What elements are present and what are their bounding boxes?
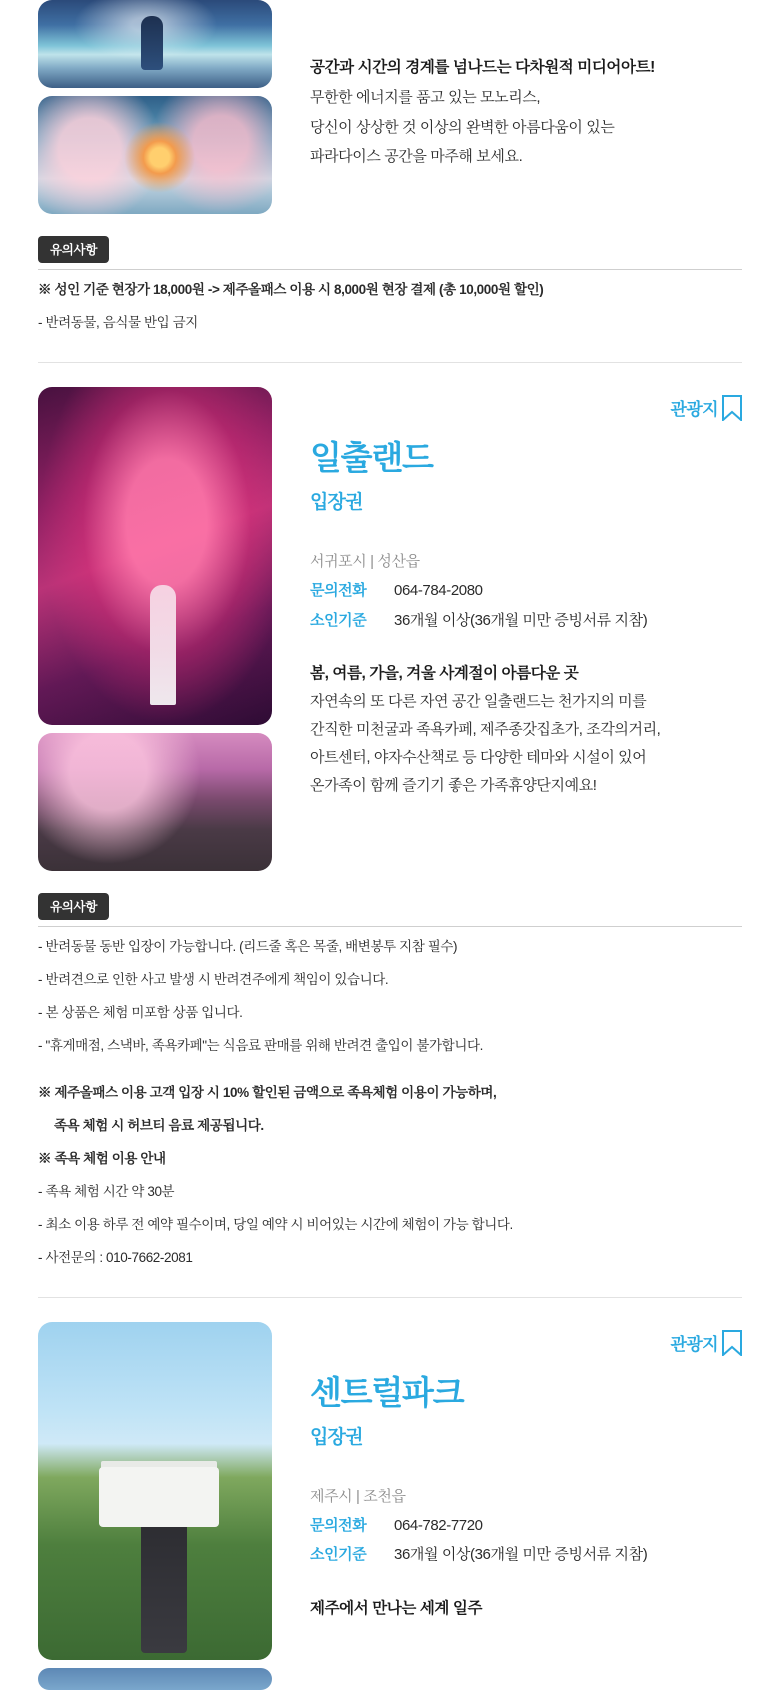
notice-line: - 최소 이용 하루 전 예약 필수이며, 당일 예약 시 비어있는 시간에 체험이 가능 합니다. (38, 1216, 513, 1232)
product-child-row (310, 606, 742, 635)
notice-block (0, 236, 780, 336)
blurb-line: 간직한 미천굴과 족욕카페, 제주종갓집초가, 조각의거리, (310, 721, 661, 739)
bookmark-icon (722, 1330, 742, 1356)
section-divider (38, 1297, 742, 1298)
product-title: 일출랜드 (310, 438, 433, 476)
product-info (272, 387, 742, 871)
product-meta (310, 548, 742, 635)
notice-block (0, 893, 780, 1271)
description-line: 파라다이스 공간을 마주해 보세요. (310, 148, 523, 166)
photo-figure (141, 1503, 187, 1653)
product-subtitle: 입장권 (310, 1426, 363, 1448)
blurb-line: 온가족이 함께 즐기기 좋은 가족휴양단지예요! (310, 776, 597, 794)
product-photo (38, 1668, 272, 1690)
product-meta (310, 1483, 742, 1570)
child-value: 36개월 이상(36개월 미만 증빙서류 지참) (394, 611, 648, 629)
product-blurb (310, 661, 742, 799)
product-child-row (310, 1540, 742, 1569)
child-value: 36개월 이상(36개월 미만 증빙서류 지참) (394, 1546, 648, 1564)
product-info (272, 1322, 742, 1690)
product-photo (38, 387, 272, 725)
media-art-card (0, 0, 780, 214)
phone-label: 문의전화 (310, 1517, 367, 1535)
notice-line: - 반려견으로 인한 사고 발생 시 반려견주에게 책임이 있습니다. (38, 971, 389, 987)
notice-highlight-line: ※ 족욕 체험 이용 안내 (38, 1150, 166, 1166)
product-photo (38, 733, 272, 871)
notice-line: - "휴게매점, 스낵바, 족욕카페"는 식음료 판매를 위해 반려견 출입이 불가합니다. (38, 1037, 483, 1053)
product-photo (38, 1322, 272, 1660)
bookmark-icon (722, 395, 742, 421)
blurb-line: 아트센터, 야자수산책로 등 다양한 테마와 시설이 있어 (310, 748, 647, 766)
product-location: 서귀포시 | 성산읍 (310, 552, 420, 570)
phone-value[interactable]: 064-782-7720 (394, 1517, 483, 1535)
product-title: 센트럴파크 (310, 1373, 464, 1411)
notice-tag: 유의사항 (38, 236, 109, 263)
product-location: 제주시 | 조천읍 (310, 1487, 406, 1505)
notice-spacer (38, 1059, 742, 1073)
blurb-title: 제주에서 만나는 세계 일주 (310, 1599, 483, 1617)
blurb-title: 봄, 여름, 가을, 겨울 사계절이 아름다운 곳 (310, 664, 579, 682)
notice-line: - 사전문의 : 010-7662-2081 (38, 1249, 193, 1265)
category-badge (671, 1330, 742, 1356)
notice-line: - 반려동물 동반 입장이 가능합니다. (리드줄 혹은 목줄, 배변봉투 지참 필수) (38, 938, 458, 954)
notice-divider (38, 926, 742, 927)
notice-line: - 족욕 체험 시간 약 30분 (38, 1183, 175, 1199)
photo-column (38, 0, 272, 214)
notice-divider (38, 269, 742, 270)
notice-line: ※ 성인 기준 현장가 18,000원 -> 제주올패스 이용 시 8,000원 현장 결제 (총 10,000원 할인) (38, 282, 544, 297)
child-label: 소인기준 (310, 1546, 367, 1564)
description-line: 당신이 상상한 것 이상의 완벽한 아름다움이 있는 (310, 118, 615, 136)
product-photo (38, 96, 272, 214)
product-photo (38, 0, 272, 88)
photo-column (38, 387, 272, 871)
product-phone-row (310, 576, 742, 605)
notice-line: - 반려동물, 음식물 반입 금지 (38, 314, 198, 330)
phone-value[interactable]: 064-784-2080 (394, 582, 483, 600)
description-title: 공간과 시간의 경계를 넘나드는 다차원적 미디어아트! (310, 59, 655, 76)
product-card-ilchulland[interactable] (0, 387, 780, 871)
photo-column (38, 1322, 272, 1690)
description-line: 무한한 에너지를 품고 있는 모노리스, (310, 88, 541, 106)
product-phone-row (310, 1511, 742, 1540)
blurb-line: 자연속의 또 다른 자연 공간 일출랜드는 천가지의 미를 (310, 693, 647, 711)
category-badge-label: 관광지 (670, 1335, 718, 1355)
product-card-centralpark[interactable] (0, 1322, 780, 1690)
category-badge-label: 관광지 (670, 400, 718, 420)
product-subtitle: 입장권 (310, 491, 363, 513)
product-blurb (310, 1596, 742, 1622)
notice-highlight-line: 족욕 체험 시 허브티 음료 제공됩니다. (54, 1117, 264, 1133)
notice-tag: 유의사항 (38, 893, 109, 920)
notice-highlight-line: ※ 제주올패스 이용 고객 입장 시 10% 할인된 금액으로 족욕체험 이용이 가능하며, (38, 1084, 497, 1100)
section-divider (38, 362, 742, 363)
phone-label: 문의전화 (310, 582, 367, 600)
category-badge (671, 395, 742, 421)
description-column (272, 0, 742, 214)
notice-line: - 본 상품은 체험 미포함 상품 입니다. (38, 1004, 243, 1020)
child-label: 소인기준 (310, 611, 367, 629)
